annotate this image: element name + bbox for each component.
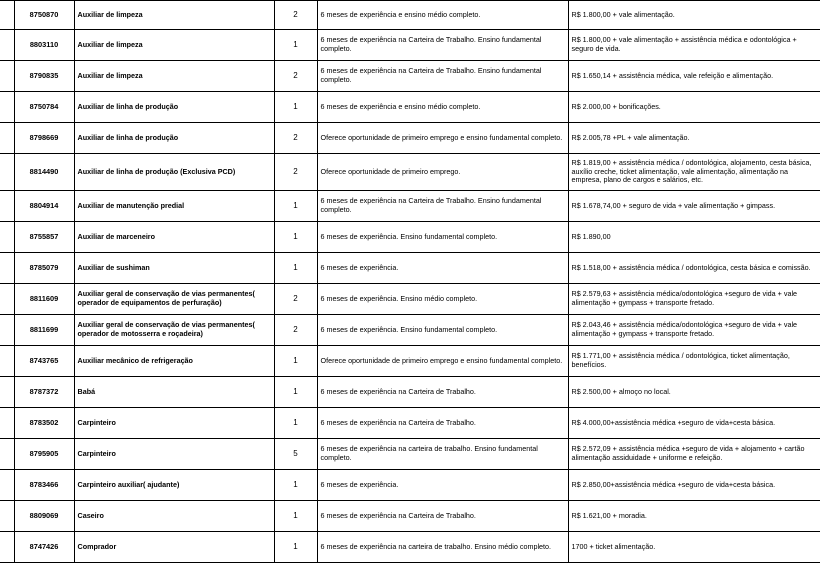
job-code: 8747426: [14, 532, 74, 563]
job-requirements: 6 meses de experiência na carteira de trabalho. Ensino fundamental completo.: [317, 439, 568, 470]
job-requirements: 6 meses de experiência na carteira de trabalho. Ensino médio completo.: [317, 532, 568, 563]
row-margin-cell: [0, 61, 14, 92]
vacancy-count: 2: [274, 154, 317, 191]
job-offer: R$ 1.819,00 + assistência médica / odontológica, alojamento, cesta básica, auxílio creche, ticket alimentação, vale alimentação, alimentação na empresa, plano de cargos e salários, etc.: [568, 154, 820, 191]
row-margin-cell: [0, 1, 14, 30]
job-title: Carpinteiro: [74, 439, 274, 470]
vacancy-count: 1: [274, 346, 317, 377]
table-row: [0, 92, 820, 123]
job-offer: R$ 1.621,00 + moradia.: [568, 501, 820, 532]
vacancy-count: 1: [274, 30, 317, 61]
job-offer: R$ 1.890,00: [568, 222, 820, 253]
vacancy-count: 2: [274, 1, 317, 30]
job-title: Auxiliar de sushiman: [74, 253, 274, 284]
table-row: [0, 315, 820, 346]
row-margin-cell: [0, 284, 14, 315]
job-title: Caseiro: [74, 501, 274, 532]
row-margin-cell: [0, 532, 14, 563]
job-requirements: 6 meses de experiência na Carteira de Trabalho.: [317, 501, 568, 532]
job-code: 8809069: [14, 501, 74, 532]
table-row: [0, 222, 820, 253]
job-code: 8743765: [14, 346, 74, 377]
job-title: Auxiliar mecânico de refrigeração: [74, 346, 274, 377]
row-margin-cell: [0, 222, 14, 253]
job-offer: R$ 1.650,14 + assistência médica, vale refeição e alimentação.: [568, 61, 820, 92]
job-offer: R$ 2.000,00 + bonificações.: [568, 92, 820, 123]
table-row: [0, 30, 820, 61]
row-margin-cell: [0, 315, 14, 346]
job-requirements: 6 meses de experiência. Ensino fundamental completo.: [317, 315, 568, 346]
job-offer: R$ 1.800,00 + vale alimentação + assistência médica e odontológica + seguro de vida.: [568, 30, 820, 61]
job-code: 8811609: [14, 284, 74, 315]
job-title: Auxiliar geral de conservação de vias permanentes( operador de motosserra e roçadeira): [74, 315, 274, 346]
table-row: [0, 61, 820, 92]
job-code: 8783466: [14, 470, 74, 501]
vacancy-count: 1: [274, 470, 317, 501]
table-row: [0, 191, 820, 222]
job-code: 8750870: [14, 1, 74, 30]
vacancy-count: 1: [274, 92, 317, 123]
vacancy-count: 1: [274, 222, 317, 253]
job-requirements: Oferece oportunidade de primeiro emprego e ensino fundamental completo.: [317, 346, 568, 377]
job-offer: R$ 2.579,63 + assistência médica/odontológica +seguro de vida + vale alimentação + gympass + transporte fretado.: [568, 284, 820, 315]
job-code: 8811699: [14, 315, 74, 346]
job-offer: R$ 1.771,00 + assistência médica / odontológica, ticket alimentação, benefícios.: [568, 346, 820, 377]
job-offer: R$ 2.572,09 + assistência médica +seguro de vida + alojamento + cartão alimentação assiduidade + uniforme e refeição.: [568, 439, 820, 470]
table-row: [0, 154, 820, 191]
job-code: 8798669: [14, 123, 74, 154]
vacancy-count: 1: [274, 253, 317, 284]
table-row: [0, 532, 820, 563]
job-title: Carpinteiro auxiliar( ajudante): [74, 470, 274, 501]
vacancy-count: 1: [274, 377, 317, 408]
job-offer: R$ 4.000,00+assistência médica +seguro de vida+cesta básica.: [568, 408, 820, 439]
row-margin-cell: [0, 439, 14, 470]
table-row: [0, 377, 820, 408]
job-offer: R$ 2.043,46 + assistência médica/odontológica +seguro de vida + vale alimentação + gympass + transporte fretado.: [568, 315, 820, 346]
job-title: Auxiliar de limpeza: [74, 61, 274, 92]
job-title: Auxiliar de marceneiro: [74, 222, 274, 253]
row-margin-cell: [0, 377, 14, 408]
vacancy-count: 1: [274, 501, 317, 532]
job-requirements: 6 meses de experiência. Ensino fundamental completo.: [317, 222, 568, 253]
job-requirements: 6 meses de experiência na Carteira de Trabalho.: [317, 377, 568, 408]
table-row: [0, 253, 820, 284]
vacancy-count: 1: [274, 532, 317, 563]
job-title: Auxiliar de manutenção predial: [74, 191, 274, 222]
table-row: [0, 439, 820, 470]
row-margin-cell: [0, 92, 14, 123]
row-margin-cell: [0, 408, 14, 439]
vacancy-count: 1: [274, 191, 317, 222]
job-title: Babá: [74, 377, 274, 408]
job-requirements: 6 meses de experiência.: [317, 253, 568, 284]
job-title: Comprador: [74, 532, 274, 563]
job-code: 8804914: [14, 191, 74, 222]
table-row: [0, 284, 820, 315]
vacancy-count: 2: [274, 315, 317, 346]
job-code: 8785079: [14, 253, 74, 284]
job-code: 8750784: [14, 92, 74, 123]
job-code: 8803110: [14, 30, 74, 61]
vacancy-count: 1: [274, 408, 317, 439]
job-requirements: 6 meses de experiência.: [317, 470, 568, 501]
job-code: 8814490: [14, 154, 74, 191]
job-title: Auxiliar geral de conservação de vias permanentes( operador de equipamentos de perfuração): [74, 284, 274, 315]
table-row: [0, 408, 820, 439]
job-title: Auxiliar de linha de produção: [74, 123, 274, 154]
table-row: [0, 1, 820, 30]
job-title: Auxiliar de linha de produção (Exclusiva PCD): [74, 154, 274, 191]
job-requirements: 6 meses de experiência e ensino médio completo.: [317, 1, 568, 30]
table-row: [0, 346, 820, 377]
job-requirements: Oferece oportunidade de primeiro emprego.: [317, 154, 568, 191]
job-requirements: 6 meses de experiência na Carteira de Trabalho. Ensino fundamental completo.: [317, 30, 568, 61]
job-offer: R$ 1.800,00 + vale alimentação.: [568, 1, 820, 30]
job-title: Auxiliar de limpeza: [74, 30, 274, 61]
row-margin-cell: [0, 30, 14, 61]
job-offer: R$ 2.850,00+assistência médica +seguro de vida+cesta básica.: [568, 470, 820, 501]
job-code: 8755857: [14, 222, 74, 253]
vacancy-count: 2: [274, 61, 317, 92]
table-row: [0, 123, 820, 154]
table-row: [0, 501, 820, 532]
job-offer: R$ 2.500,00 + almoço no local.: [568, 377, 820, 408]
row-margin-cell: [0, 191, 14, 222]
job-requirements: 6 meses de experiência na Carteira de Trabalho. Ensino fundamental completo.: [317, 61, 568, 92]
row-margin-cell: [0, 123, 14, 154]
job-offer: R$ 1.678,74,00 + seguro de vida + vale alimentação + gimpass.: [568, 191, 820, 222]
job-requirements: 6 meses de experiência e ensino médio completo.: [317, 92, 568, 123]
job-code: 8790835: [14, 61, 74, 92]
vacancy-count: 2: [274, 123, 317, 154]
job-title: Auxiliar de linha de produção: [74, 92, 274, 123]
job-title: Carpinteiro: [74, 408, 274, 439]
job-code: 8795905: [14, 439, 74, 470]
vacancy-count: 5: [274, 439, 317, 470]
job-code: 8783502: [14, 408, 74, 439]
job-offer: R$ 2.005,78 +PL + vale alimentação.: [568, 123, 820, 154]
row-margin-cell: [0, 154, 14, 191]
job-offer: 1700 + ticket alimentação.: [568, 532, 820, 563]
row-margin-cell: [0, 470, 14, 501]
row-margin-cell: [0, 253, 14, 284]
row-margin-cell: [0, 501, 14, 532]
job-code: 8787372: [14, 377, 74, 408]
job-requirements: 6 meses de experiência na Carteira de Trabalho.: [317, 408, 568, 439]
job-title: Auxiliar de limpeza: [74, 1, 274, 30]
job-requirements: Oferece oportunidade de primeiro emprego e ensino fundamental completo.: [317, 123, 568, 154]
table-row: [0, 470, 820, 501]
job-requirements: 6 meses de experiência na Carteira de Trabalho. Ensino fundamental completo.: [317, 191, 568, 222]
job-offer: R$ 1.518,00 + assistência médica / odontológica, cesta básica e comissão.: [568, 253, 820, 284]
vacancy-count: 2: [274, 284, 317, 315]
row-margin-cell: [0, 346, 14, 377]
job-requirements: 6 meses de experiência. Ensino médio completo.: [317, 284, 568, 315]
